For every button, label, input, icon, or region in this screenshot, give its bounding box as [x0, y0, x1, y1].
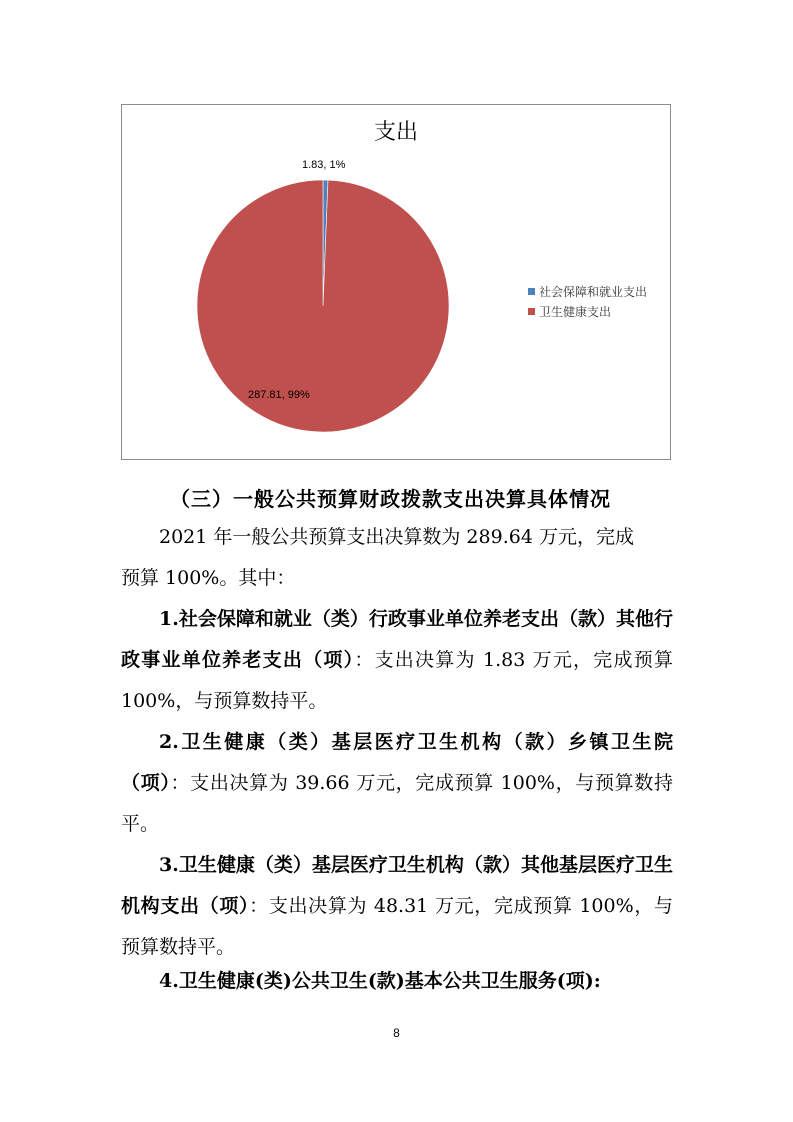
- legend-label-health: 卫生健康支出: [539, 304, 612, 319]
- pie-label-health: 287.81, 99%: [248, 389, 310, 401]
- pie-chart: [121, 104, 671, 460]
- item-3-paragraph: [121, 845, 673, 968]
- legend-label-social-security: 社会保障和就业支出: [539, 284, 648, 299]
- item-3-text: ：支出决算为 48.31 万元，完成预算 100%，与预算数持平。: [121, 895, 673, 958]
- item-1-heading: 1.社会保障和就业（类）行政事业单位养老支出（款）其他行政事业单位养老支出（项）: [121, 608, 673, 671]
- pie-label-social-security: 1.83, 1%: [302, 159, 346, 171]
- legend-item-social-security: [528, 281, 647, 301]
- item-1-paragraph: [121, 599, 673, 722]
- chart-legend: [528, 281, 647, 321]
- intro-paragraph: [121, 517, 673, 599]
- chart-title: 支出: [373, 120, 418, 145]
- page-number: 8: [393, 1026, 400, 1040]
- item-4-paragraph: [121, 961, 673, 1002]
- intro-line-1: 2021 年一般公共预算支出决算数为 289.64 万元，完成: [159, 526, 634, 548]
- item-2-paragraph: [121, 722, 673, 845]
- item-2-text: ：支出决算为 39.66 万元，完成预算 100%，与预算数持平。: [121, 772, 673, 835]
- legend-swatch-social-security: [528, 288, 535, 295]
- intro-line-2: 预算 100%。其中：: [121, 567, 296, 589]
- legend-swatch-health: [528, 308, 535, 315]
- item-2-heading: 2.卫生健康（类）基层医疗卫生机构（款）乡镇卫生院（项）: [121, 731, 673, 794]
- pie-slice-health: [197, 180, 449, 432]
- item-4-heading: 4.卫生健康(类)公共卫生(款)基本公共卫生服务(项):: [159, 970, 601, 992]
- section-heading: （三）一般公共预算财政拨款支出决算具体情况: [170, 487, 611, 511]
- item-1-text: ：支出决算为 1.83 万元，完成预算 100%，与预算数持平。: [121, 649, 673, 712]
- item-3-heading: 3.卫生健康（类）基层医疗卫生机构（款）其他基层医疗卫生机构支出（项）: [121, 854, 673, 917]
- legend-item-health: [528, 301, 647, 321]
